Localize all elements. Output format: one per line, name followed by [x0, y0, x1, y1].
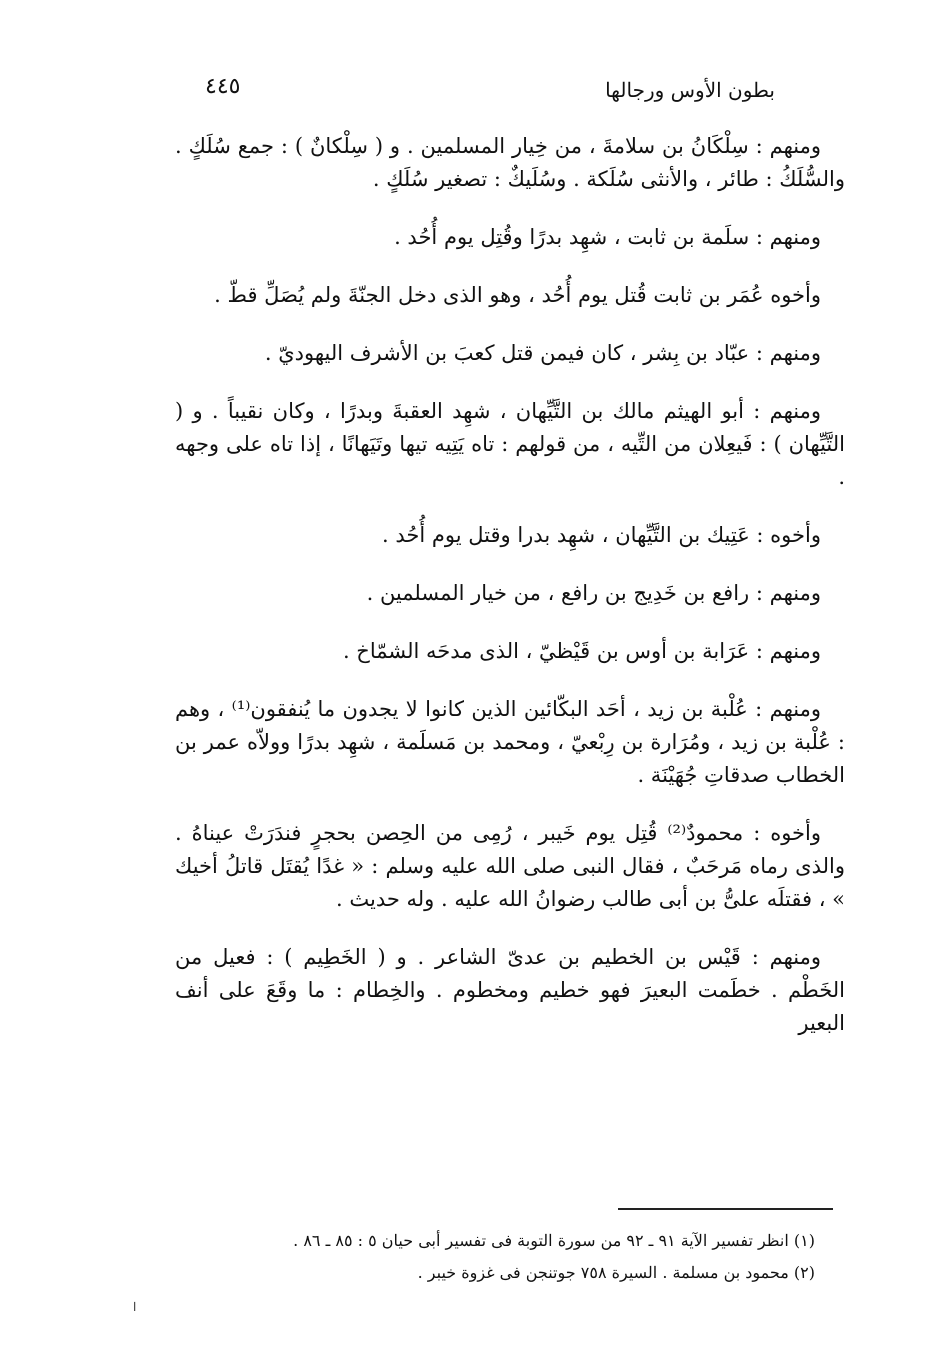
page-number: ٤٤٥ — [205, 74, 241, 99]
footnote-2: (٢) محمود بن مسلمة . السيرة ٧٥٨ جوتنجن فى غزوة خيبر . — [417, 1263, 815, 1282]
footnotes — [175, 1228, 815, 1292]
paragraph-abu-al-haytham: ومنهم : أبو الهيثم مالك بن التَّيِّهان ، شهِد العقبةَ وبدرًا ، وكان نقيباً . و ( التَّيِّهان ) : فَيعِلان من التِّيه ، من قولهم : تاه يَتِيه تيها وتَيَهانًا ، إذا تاه على وجهه . — [175, 399, 845, 489]
footnote-1: (١) انظر تفسير الآية ٩١ ـ ٩٢ من سورة التوبة فى تفسير أبى حيان ٥ : ٨٥ ـ ٨٦ . — [293, 1231, 815, 1250]
page-header — [185, 70, 845, 110]
paragraph-ulba: ومنهم : عُلْبة بن زيد ، أحَد البكّائين الذين كانوا لا يجدون ما يُنفقون⁽¹⁾ ، وهم : عُلْبة بن زيد ، ومُرَارة بن رِبْعيّ ، ومحمد بن مَسلَمة ، شهِد بدرًا وولاّه عمر بن الخطاب صدقاتِ جُهَيْنَة . — [175, 697, 845, 787]
corner-mark: ا — [133, 1300, 137, 1314]
paragraph-salama: ومنهم : سلَمة بن ثابت ، شهِد بدرًا وقُتِل يوم أُحُد . — [394, 225, 821, 249]
paragraph-silkan: ومنهم : سِلْكَانُ بن سلامةَ ، من خِيار المسلمين . و ( سِلْكانٌ ) : جمع سُلَكٍ . والسُّلَكُ : طائر ، والأنثى سُلَكة . وسُلَيكٌ : تصغير سُلَكٍ . — [175, 134, 845, 191]
main-text — [175, 130, 845, 1058]
paragraph-umar: وأخوه عُمَر بن ثابت قُتل يوم أُحُد ، وهو الذى دخل الجنّةَ ولم يُصَلِّ قطّ . — [214, 283, 821, 307]
paragraph-qays: ومنهم : قَيْس بن الخطيم بن عدىّ الشاعر . و ( الخَطِيم ) : فعيل من الخَطْم . خطَمت البعيرَ فهو خطيم ومخطوم . والخِطام : ما وقَعَ على أنف البعير — [175, 945, 845, 1035]
paragraph-araba: ومنهم : عَرَابة بن أوس بن قَيْظيّ ، الذى مدحَه الشمّاخ . — [342, 639, 821, 663]
footnote-divider — [618, 1208, 833, 1210]
paragraph-abbad: ومنهم : عبّاد بن بِشر ، كان فيمن قتل كعبَ بن الأشرف اليهوديّ . — [264, 341, 821, 365]
running-title: بطون الأوس ورجالها — [605, 78, 775, 102]
paragraph-atik: وأخوه : عَتِيك بن التَّيِّهان ، شهِد بدرا وقتل يوم أُحُد . — [381, 523, 821, 547]
paragraph-mahmud: وأخوه : محمودٌ⁽²⁾ قُتِل يوم خَيبر ، رُمِى من الحِصن بحجرٍ فندَرَتْ عيناهُ . والذى رماه مَرحَبٌ ، فقال النبى صلى الله عليه وسلم : « غدًا يُقتَل قاتلُ أخيك » ، فقتلَه علىُّ بن أبى طالب رضوانُ الله عليه . وله حديث . — [175, 821, 845, 911]
paragraph-rafi: ومنهم : رافع بن خَدِيج بن رافع ، من خيار المسلمين . — [366, 581, 821, 605]
